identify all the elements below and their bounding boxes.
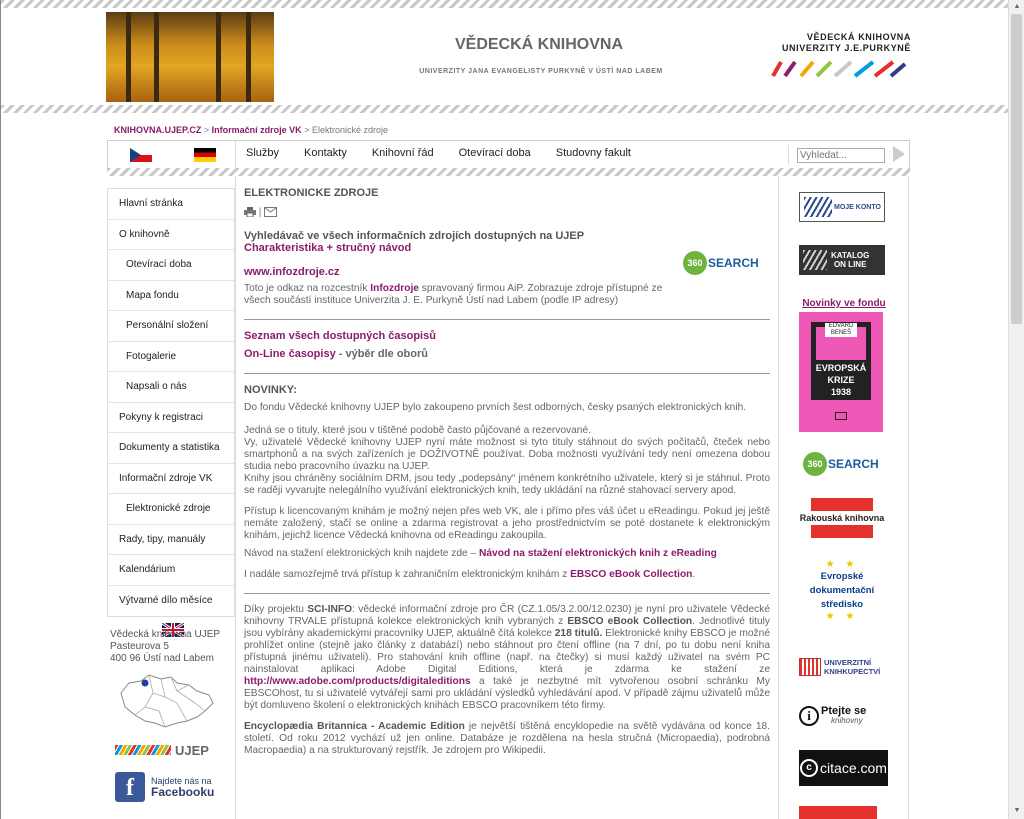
site-subtitle: UNIVERZITY JANA EVANGELISTY PURKYNĚ V ÚSTÍ NAD LABEM	[419, 68, 663, 75]
eu-stars-icon: ★ ★	[825, 611, 859, 622]
evropske-dokumentacni-stredisko-banner[interactable]: ★ ★ Evropské dokumentační středisko ★ ★	[799, 560, 885, 622]
scroll-down-icon[interactable]: ▼	[1013, 807, 1021, 814]
header-decoration	[1, 105, 1009, 113]
sidebar-item-hlavni-stranka[interactable]: Hlavní stránka	[108, 189, 234, 220]
sidebar-item-rady[interactable]: Rady, tipy, manuály	[108, 525, 234, 556]
breadcrumb: KNIHOVNA.UJEP.CZ > Informační zdroje VK > Elektronické zdroje	[114, 125, 389, 135]
german-flag-icon[interactable]	[194, 148, 216, 162]
top-decoration	[1, 0, 1009, 8]
sidebar-menu	[107, 188, 235, 617]
page-tools: |	[244, 207, 770, 219]
stripes-icon	[804, 197, 832, 217]
partner-banner[interactable]	[799, 806, 877, 819]
search-lead: Vyhledávač ve všech informačních zdrojích dostupných na UJEP	[244, 230, 585, 242]
katalog-online-banner[interactable]: KATALOG ON LINE	[799, 245, 885, 275]
infozdroje-link[interactable]: Infozdroje	[370, 283, 419, 294]
sidebar-item-elektronicke-zdroje[interactable]: Elektronické zdroje	[108, 494, 234, 525]
breadcrumb-current: Elektronické zdroje	[311, 125, 389, 135]
eu-stars-icon: ★ ★	[825, 559, 859, 570]
breadcrumb-home[interactable]: KNIHOVNA.UJEP.CZ	[114, 125, 202, 135]
sidebar-item-informacni-zdroje[interactable]: Informační zdroje VK	[108, 464, 234, 495]
vertical-scrollbar[interactable]	[1008, 0, 1024, 819]
search-box	[788, 145, 908, 165]
sidebar-item-kalendarium[interactable]: Kalendárium	[108, 555, 234, 586]
novinky-p5: I nadále samozřejmě trvá přístup k zahraničním elektronickým knihám z EBSCO eBook Collection.	[244, 569, 696, 580]
sidebar-item-vytvarne-dilo[interactable]: Výtvarné dílo měsíce	[119, 594, 213, 606]
publisher-logo-icon	[835, 412, 847, 420]
top-navigation	[107, 140, 910, 168]
logo-stripes-icon	[771, 60, 907, 78]
czech-map-icon[interactable]	[115, 673, 215, 729]
navod-ereading-link[interactable]: Návod na stažení elektronických knih z eReading	[479, 548, 717, 559]
breadcrumb-info-sources[interactable]: Informační zdroje VK	[211, 125, 302, 135]
rakouska-knihovna-banner[interactable]: Rakouská knihovna	[799, 498, 885, 538]
ptejte-se-knihovny-banner[interactable]: i Ptejte se knihovny	[799, 706, 866, 726]
page-title: ELEKTRONICKE ZDROJE	[244, 187, 379, 199]
divider	[244, 593, 770, 594]
novinky-p1: Do fondu Vědecké knihovny UJEP bylo zakoupeno prvních šest odborných, česky psaných elektronických knih.	[244, 402, 747, 413]
stripes-icon	[803, 250, 827, 270]
menu-item-sluzby[interactable]: Služby	[246, 147, 280, 159]
scrollbar-thumb[interactable]	[1011, 14, 1022, 324]
language-switcher	[108, 141, 236, 169]
moje-konto-banner[interactable]: MOJE KONTO	[799, 192, 885, 222]
search-submit-arrow-icon[interactable]	[893, 146, 905, 162]
logo-line1: VĚDECKÁ KNIHOVNA	[806, 32, 911, 42]
divider	[244, 373, 770, 374]
ebsco-ebook-link[interactable]: EBSCO eBook Collection	[570, 569, 693, 580]
right-column	[779, 176, 909, 819]
facebook-link[interactable]: f Najdete nás na Facebooku	[115, 772, 235, 802]
logo-line2: UNIVERZITY J.E.PURKYNĚ	[781, 43, 911, 53]
360-icon: 360	[803, 452, 827, 476]
email-icon[interactable]	[264, 207, 277, 217]
library-address: Vědecká knihovna UJEP Pasteurova 5 400 96 Ústí nad Labem	[110, 629, 221, 664]
ujep-library-logo[interactable]	[761, 32, 911, 54]
sidebar-item-fotogalerie[interactable]: Fotogalerie	[108, 342, 234, 373]
scroll-up-icon[interactable]: ▲	[1013, 3, 1021, 10]
novinky-ve-fondu-link[interactable]: Novinky ve fondu	[802, 298, 886, 309]
nav-decoration	[107, 168, 910, 176]
online-casopisy-link[interactable]: On-Line časopisy	[244, 348, 336, 360]
ujep-stripes-icon	[115, 745, 171, 755]
infozdroje-description: Toto je odkaz na rozcestník Infozdroje spravovaný firmou AiP. Zobrazuje zdroje přístupné ze všech součástí instituce Univerzita J. E. Purkyně Ústí nad Labem (podle IP adresy)	[244, 283, 663, 306]
novinky-p2b: Vy, uživatelé Vědecké knihovny UJEP nyní máte možnost si tyto tituly stáhnout do svých počítačů, čteček nebo smartphonů a na svých zařízeních je DOŽIVOTNĚ používat. Doba možnosti využívání tedy není omezena dobou studia nebo pracovního úvazku na UJEP.	[244, 437, 770, 472]
new-book-cover[interactable]: EDVARD BENEŠ EVROPSKÁ KRIZE 1938	[799, 312, 883, 432]
sidebar-item-pokyny[interactable]: Pokyny k registraci	[108, 403, 234, 434]
search-input[interactable]	[797, 148, 885, 163]
adobe-digital-editions-link[interactable]: http://www.adobe.com/products/digitaleditions	[244, 676, 471, 687]
360-search-banner[interactable]: 360 SEARCH	[803, 452, 879, 476]
site-title: VĚDECKÁ KNIHOVNA	[454, 36, 623, 53]
citace-com-banner[interactable]: c citace.com	[799, 750, 888, 786]
czech-flag-icon[interactable]	[130, 148, 152, 162]
main-content: ELEKTRONICKE ZDROJE | Vyhledávač ve všech informačních zdrojích dostupných na UJEP Charakteristika + stručný návod www.infozdroje.cz Toto je odkaz na rozcestník Infozdroje spravovaný firmou AiP. Zobrazuje zdroje přístupné ze všech součástí instituce Univerzita J. E. Purkyně Ústí nad Labem (podle IP adresy) 360 SEARCH Seznam všech dostupných časopisů On-Line časopisy - výběr dle oborů NOVINKY: Do fondu Vědecké knihovny UJEP bylo zakoupeno prvních šest odborných, česky psaných elektronických knih. Jedná se o tituly, které jsou v tištěné podobě často půjčované a rezervované. Vy, uživatelé Vědecké knihovny UJEP nyní máte možnost si tyto tituly stáhnout do svých počítačů, čteček nebo smartphonů a na svých zařízeních je DOŽIVOTNĚ používat. Doba možnosti využívání tedy není omezena dobou studia nebo pracovního úvazku na UJEP. Knihy jsou chráněny sociálním DRM, jsou tedy „podepsány“ jménem konkrétního uživatele, který si je stáhnul. Proto se raději vyvarujte nelegálního využívání elektronických knih, tedy ukládání na různé stahovací servery apod. Přístup k licencovaným knihám je možný nejen přes web VK, ale i přímo přes váš účet u eReadingu. Pokud jej ještě nemáte založený, stačí se online a zdarma registrovat a jeho prostřednictvím se poté dostanete k elektronickým knihám, jejichž licence Vědecká knihovna od eReadingu zakoupila. Návod na stažení elektronických knih najdete zde – Návod na stažení elektronických knih z eReading I nadále samozřejmě trvá přístup k zahraničním elektronickým knihám z EBSCO eBook Collection. Díky projektu SCI-INFO: vědecké informační zdroje pro ČR (CZ.1.05/3.2.00/12.0230) je nyní pro uživatele Vědecké knihovny TRVALE přístupná kolekce elektronických knih vybraných z EBSCO eBook Collection. Jednotlivé tituly jsou vybírány akademickými pracovníky UJEP, aktuálně čítá kolekce 218 titulů. Elektronické knihy EBSCO je možné prohlížet online (stejně jako články z databází) nebo stáhnout pro čtení offline (na 7 dní, po tu dobu není kniha přístupná jinému uživateli). Pro stahování knih offline (např. na čtečky) si musí každý uživatel na svém PC nainstalovat aplikaci Adobe Digital Editions, která je zdarma ke stažení ze http://www.adobe.com/products/digitaleditions a také je nezbytné mít vytvořenou osobní schránku My EBSCOhost, tu si uživatelé vytvářejí sami pro ukládání výsledků vyhledávání apod. V případě zájmu uživatelů může být domluveno školení o elektronických knihách EBSCO pracovníkem této firmy. Encyclopædia Britannica - Academic Edition je největší tištěná encyklopedie na světě vydávána od konce 18. století. Od roku 2012 vychází už jen online. Databáze je rozdělena na hesla stručná (Micropaedia), podrobná Macropaedia) a na strukturovaný rejstřík. Je zdrojem pro Wikipedii.	[235, 176, 779, 819]
menu-item-kontakty[interactable]: Kontakty	[304, 147, 347, 159]
novinky-p2a: Jedná se o tituly, které jsou v tištěné podobě často půjčované a rezervované.	[244, 425, 591, 436]
info-icon: i	[799, 706, 819, 726]
novinky-p4: Návod na stažení elektronických knih najdete zde – Návod na stažení elektronických knih z eReading	[244, 548, 717, 559]
sci-info-paragraph: Díky projektu SCI-INFO: vědecké informační zdroje pro ČR (CZ.1.05/3.2.00/12.0230) je nyní pro uživatele Vědecké knihovny TRVALE přístupná kolekce elektronických knih vybraných z EBSCO eBook Collection. Jednotlivé tituly jsou vybírány akademickými pracovníky UJEP, aktuálně čítá kolekce 218 titulů. Elektronické knihy EBSCO je možné prohlížet online (stejně jako články z databází) nebo stáhnout pro čtení offline (na 7 dní, po tu dobu není kniha přístupná jinému uživateli). Pro stahování knih offline (např. na čtečky) si musí každý uživatel na svém PC nainstalovat aplikaci Adobe Digital Editions, která je zdarma ke stažení ze http://www.adobe.com/products/digitaleditions a také je nezbytné mít vytvořenou osobní schránku My EBSCOhost, tu si uživatelé vytvářejí sami pro ukládání výsledků vyhledávání apod. V případě zájmu uživatelů může být domluveno školení o elektronických knihách EBSCO pracovníkem této firmy.	[244, 604, 770, 711]
divider	[244, 319, 770, 320]
sidebar-item-napsali-o-nas[interactable]: Napsali o nás	[108, 372, 234, 403]
britannica-paragraph: Encyclopædia Britannica - Academic Edition je největší tištěná encyklopedie na světě vydávána od konce 18. století. Od roku 2012 vychází už jen online. Databáze je rozdělena na hesla stručná (Micropaedia), podrobná Macropaedia) a na strukturovaný rejstřík. Je zdrojem pro Wikipedii.	[244, 721, 771, 756]
citace-c-icon: c	[800, 759, 818, 777]
sidebar-item-o-knihovne[interactable]: O knihovně	[108, 220, 234, 251]
header-library-photo	[106, 12, 274, 102]
sidebar-item-mapa-fondu[interactable]: Mapa fondu	[108, 281, 234, 312]
menu-item-studovny[interactable]: Studovny fakult	[555, 147, 631, 159]
main-menu	[246, 147, 656, 159]
univerzitni-knihkupectvi-banner[interactable]: UNIVERZITNÍ KNIHKUPECTVÍ	[799, 658, 880, 676]
charakteristika-link[interactable]: Charakteristika + stručný návod	[244, 242, 412, 254]
facebook-icon: f	[115, 772, 145, 802]
infozdroje-site-link[interactable]: www.infozdroje.cz	[244, 266, 340, 278]
menu-item-oteviraci-doba[interactable]: Otevírací doba	[458, 147, 531, 159]
novinky-p2c: Knihy jsou chráněny sociálním DRM, jsou tedy „podepsány“ jménem konkrétního uživatele, který si je stáhnul. Proto se raději vyvarujte nelegálního využívání elektronických knih, tedy ukládání na různé stahovací servery apod.	[244, 473, 770, 496]
print-icon[interactable]	[244, 207, 256, 217]
menu-item-knihovni-rad[interactable]: Knihovní řád	[371, 147, 434, 159]
left-column	[107, 188, 235, 802]
360-search-logo[interactable]: 360 SEARCH	[683, 251, 759, 275]
novinky-heading: NOVINKY:	[244, 384, 297, 396]
sidebar-item-personalni-slozeni[interactable]: Personální složení	[108, 311, 234, 342]
sidebar-item-dokumenty[interactable]: Dokumenty a statistika	[108, 433, 234, 464]
sidebar-item-oteviraci-doba[interactable]: Otevírací doba	[108, 250, 234, 281]
360-icon: 360	[683, 251, 707, 275]
book-icon	[799, 658, 821, 676]
ujep-logo[interactable]: UJEP	[115, 742, 235, 758]
seznam-casopisu-link[interactable]: Seznam všech dostupných časopisů	[244, 330, 436, 342]
novinky-p3: Přístup k licencovaným knihám je možný nejen přes web VK, ale i přímo přes váš účet u eReadingu. Pokud jej ještě nemáte založený, stačí se online a zdarma registrovat a jeho prostřednictvím se poté dostanete k elektronickým knihám, jejichž licence Vědecká knihovna od eReadingu zakoupila.	[244, 506, 770, 541]
